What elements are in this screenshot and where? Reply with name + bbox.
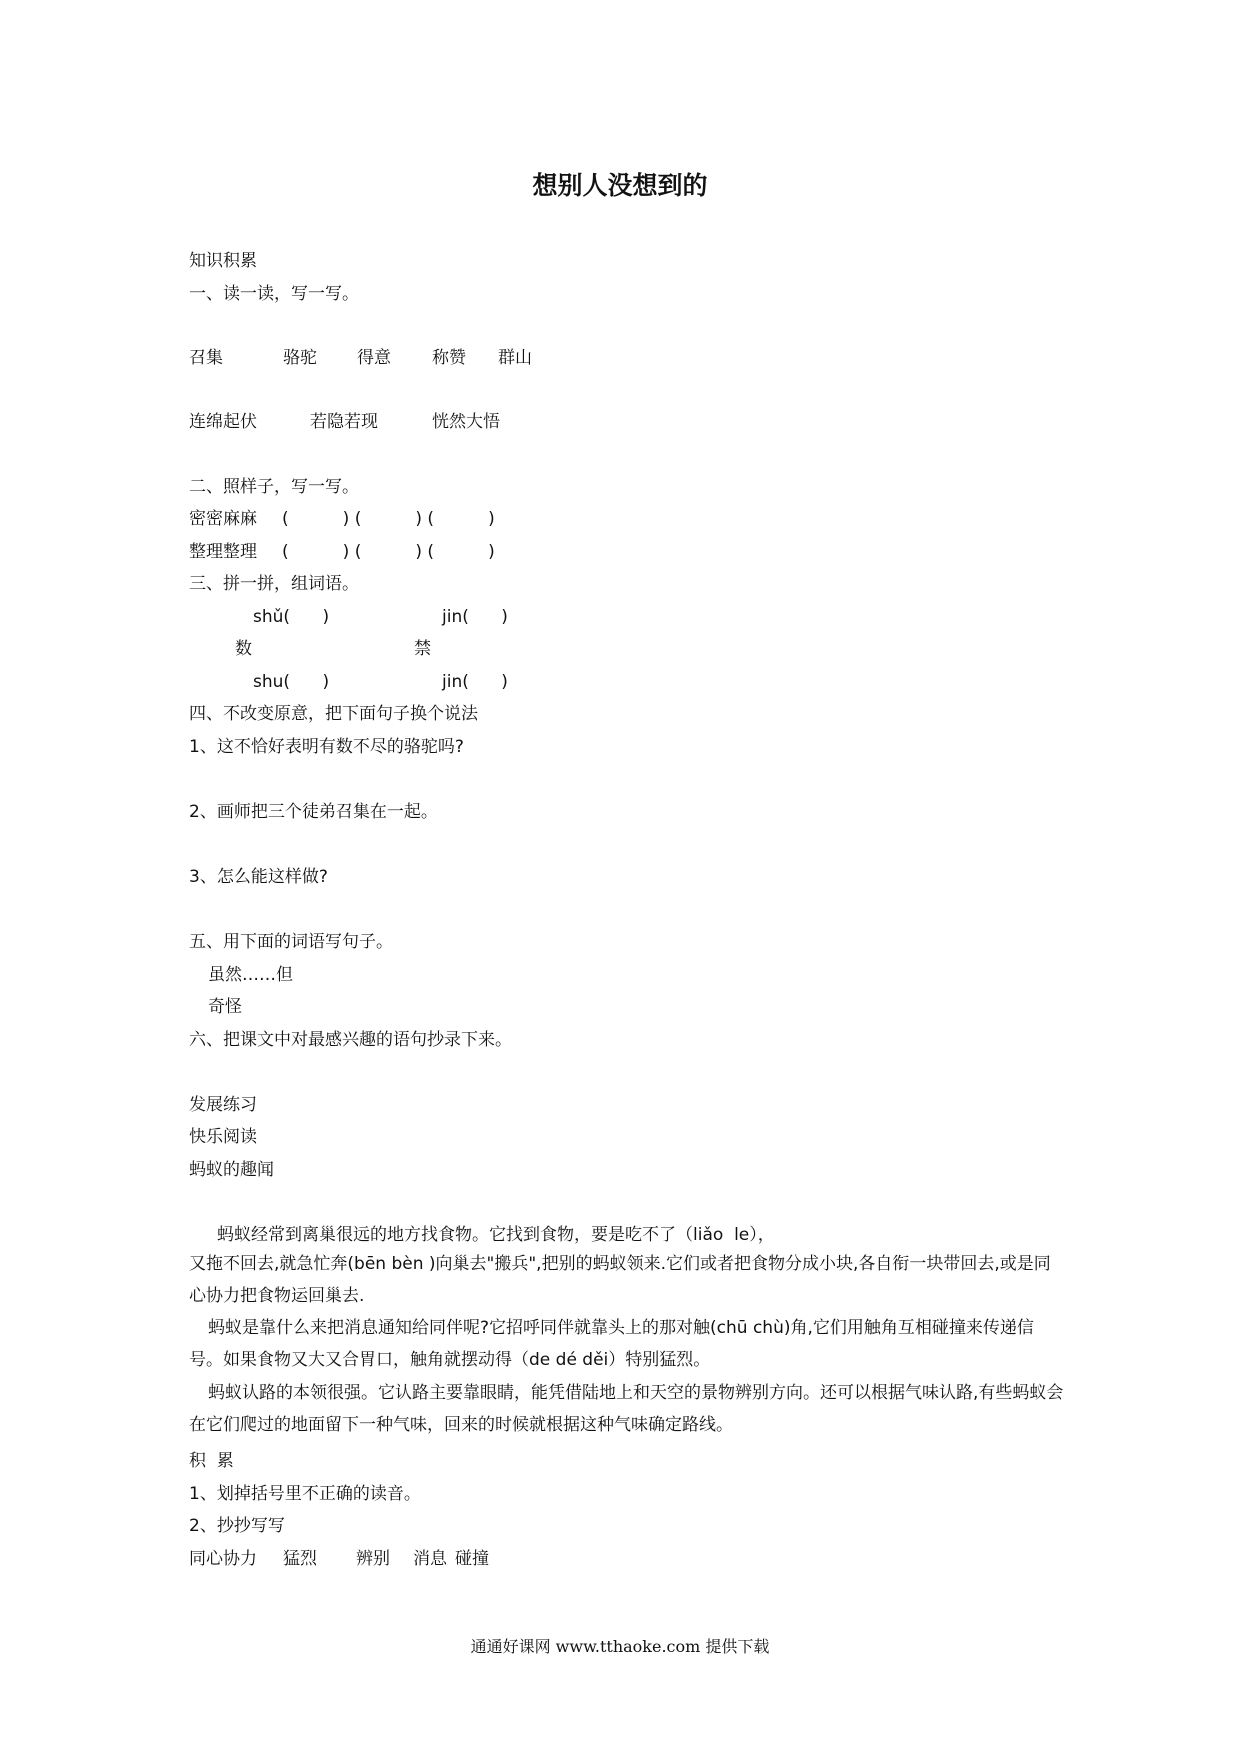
- passage-paragraph: 又拖不回去,就急忙奔(bēn bèn )向巢去"搬兵",把别的蚂蚁领来.它们或者把食物分成小块,各自衔一块带回去,或是同心协力把食物运回巢去.: [189, 1254, 1051, 1306]
- reading-title: 蚂蚁的趣闻: [189, 1160, 274, 1180]
- q2-example-label: 整理整理: [189, 542, 257, 562]
- accum-item: 1、划掉括号里不正确的读音。: [189, 1484, 421, 1504]
- q3-pinyin-blank[interactable]: jin( ): [442, 607, 508, 627]
- q5-item: 奇怪: [208, 997, 242, 1017]
- footer-credit: 通通好课网 www.tthaoke.com 提供下载: [470, 1637, 770, 1656]
- q3-pinyin-blank[interactable]: shu( ): [253, 672, 330, 692]
- q4-item: 1、这不恰好表明有数不尽的骆驼吗?: [189, 737, 464, 757]
- accum-item: 2、抄抄写写: [189, 1516, 285, 1536]
- q1-word: 连绵起伏: [189, 412, 257, 432]
- q3-heading: 三、拼一拼，组词语。: [189, 574, 359, 594]
- q6-heading: 六、把课文中对最感兴趣的语句抄录下来。: [189, 1030, 512, 1050]
- q2-answer-blanks[interactable]: ( ) ( ) ( ): [282, 509, 495, 529]
- passage-first-line: 蚂蚁经常到离巢很远的地方找食物。它找到食物，要是吃不了（liǎo le），: [217, 1225, 775, 1245]
- reading-label: 快乐阅读: [189, 1127, 257, 1147]
- q1-heading: 一、读一读，写一写。: [189, 284, 359, 304]
- passage-paragraph: 蚂蚁是靠什么来把消息通知给同伴呢?它招呼同伴就靠头上的那对触(chū chù)角,它们用触角互相碰撞来传递信号。如果食物又大又合胃口，触角就摆动得（de dé děi）特别猛烈。: [189, 1318, 1034, 1370]
- q2-heading: 二、照样子，写一写。: [189, 477, 359, 497]
- q5-item: 虽然……但: [208, 965, 293, 985]
- q1-word: 称赞: [432, 348, 466, 368]
- accum-word: 辨别: [356, 1549, 390, 1569]
- page-title: 想别人没想到的: [532, 171, 708, 200]
- q3-character: 数: [235, 639, 252, 659]
- accum-word: 猛烈: [283, 1549, 317, 1569]
- accum-word: 碰撞: [455, 1549, 489, 1569]
- q4-item: 3、怎么能这样做?: [189, 867, 328, 887]
- accum-word: 同心协力: [189, 1549, 257, 1569]
- q2-answer-blanks[interactable]: ( ) ( ) ( ): [282, 542, 495, 562]
- q1-word: 群山: [498, 348, 532, 368]
- section-knowledge-heading: 知识积累: [189, 251, 257, 271]
- q1-word: 骆驼: [283, 348, 317, 368]
- accum-heading: 积 累: [189, 1451, 234, 1471]
- q3-character: 禁: [414, 639, 431, 659]
- q3-pinyin-blank[interactable]: shǔ( ): [253, 607, 330, 627]
- q5-heading: 五、用下面的词语写句子。: [189, 932, 393, 952]
- q4-heading: 四、不改变原意，把下面句子换个说法: [189, 704, 478, 724]
- section-dev-heading: 发展练习: [189, 1095, 257, 1115]
- accum-word: 消息: [413, 1549, 447, 1569]
- q4-item: 2、画师把三个徒弟召集在一起。: [189, 802, 438, 822]
- q3-pinyin-blank[interactable]: jin( ): [442, 672, 508, 692]
- q1-word: 恍然大悟: [432, 412, 500, 432]
- q2-example-label: 密密麻麻: [189, 509, 257, 529]
- q1-word: 召集: [189, 348, 223, 368]
- q1-word: 若隐若现: [310, 412, 378, 432]
- passage-paragraph: 蚂蚁认路的本领很强。它认路主要靠眼睛，能凭借陆地上和天空的景物辨别方向。还可以根据气味认路,有些蚂蚁会在它们爬过的地面留下一种气味，回来的时候就根据这种气味确定路线。: [189, 1383, 1064, 1435]
- q1-word: 得意: [357, 348, 391, 368]
